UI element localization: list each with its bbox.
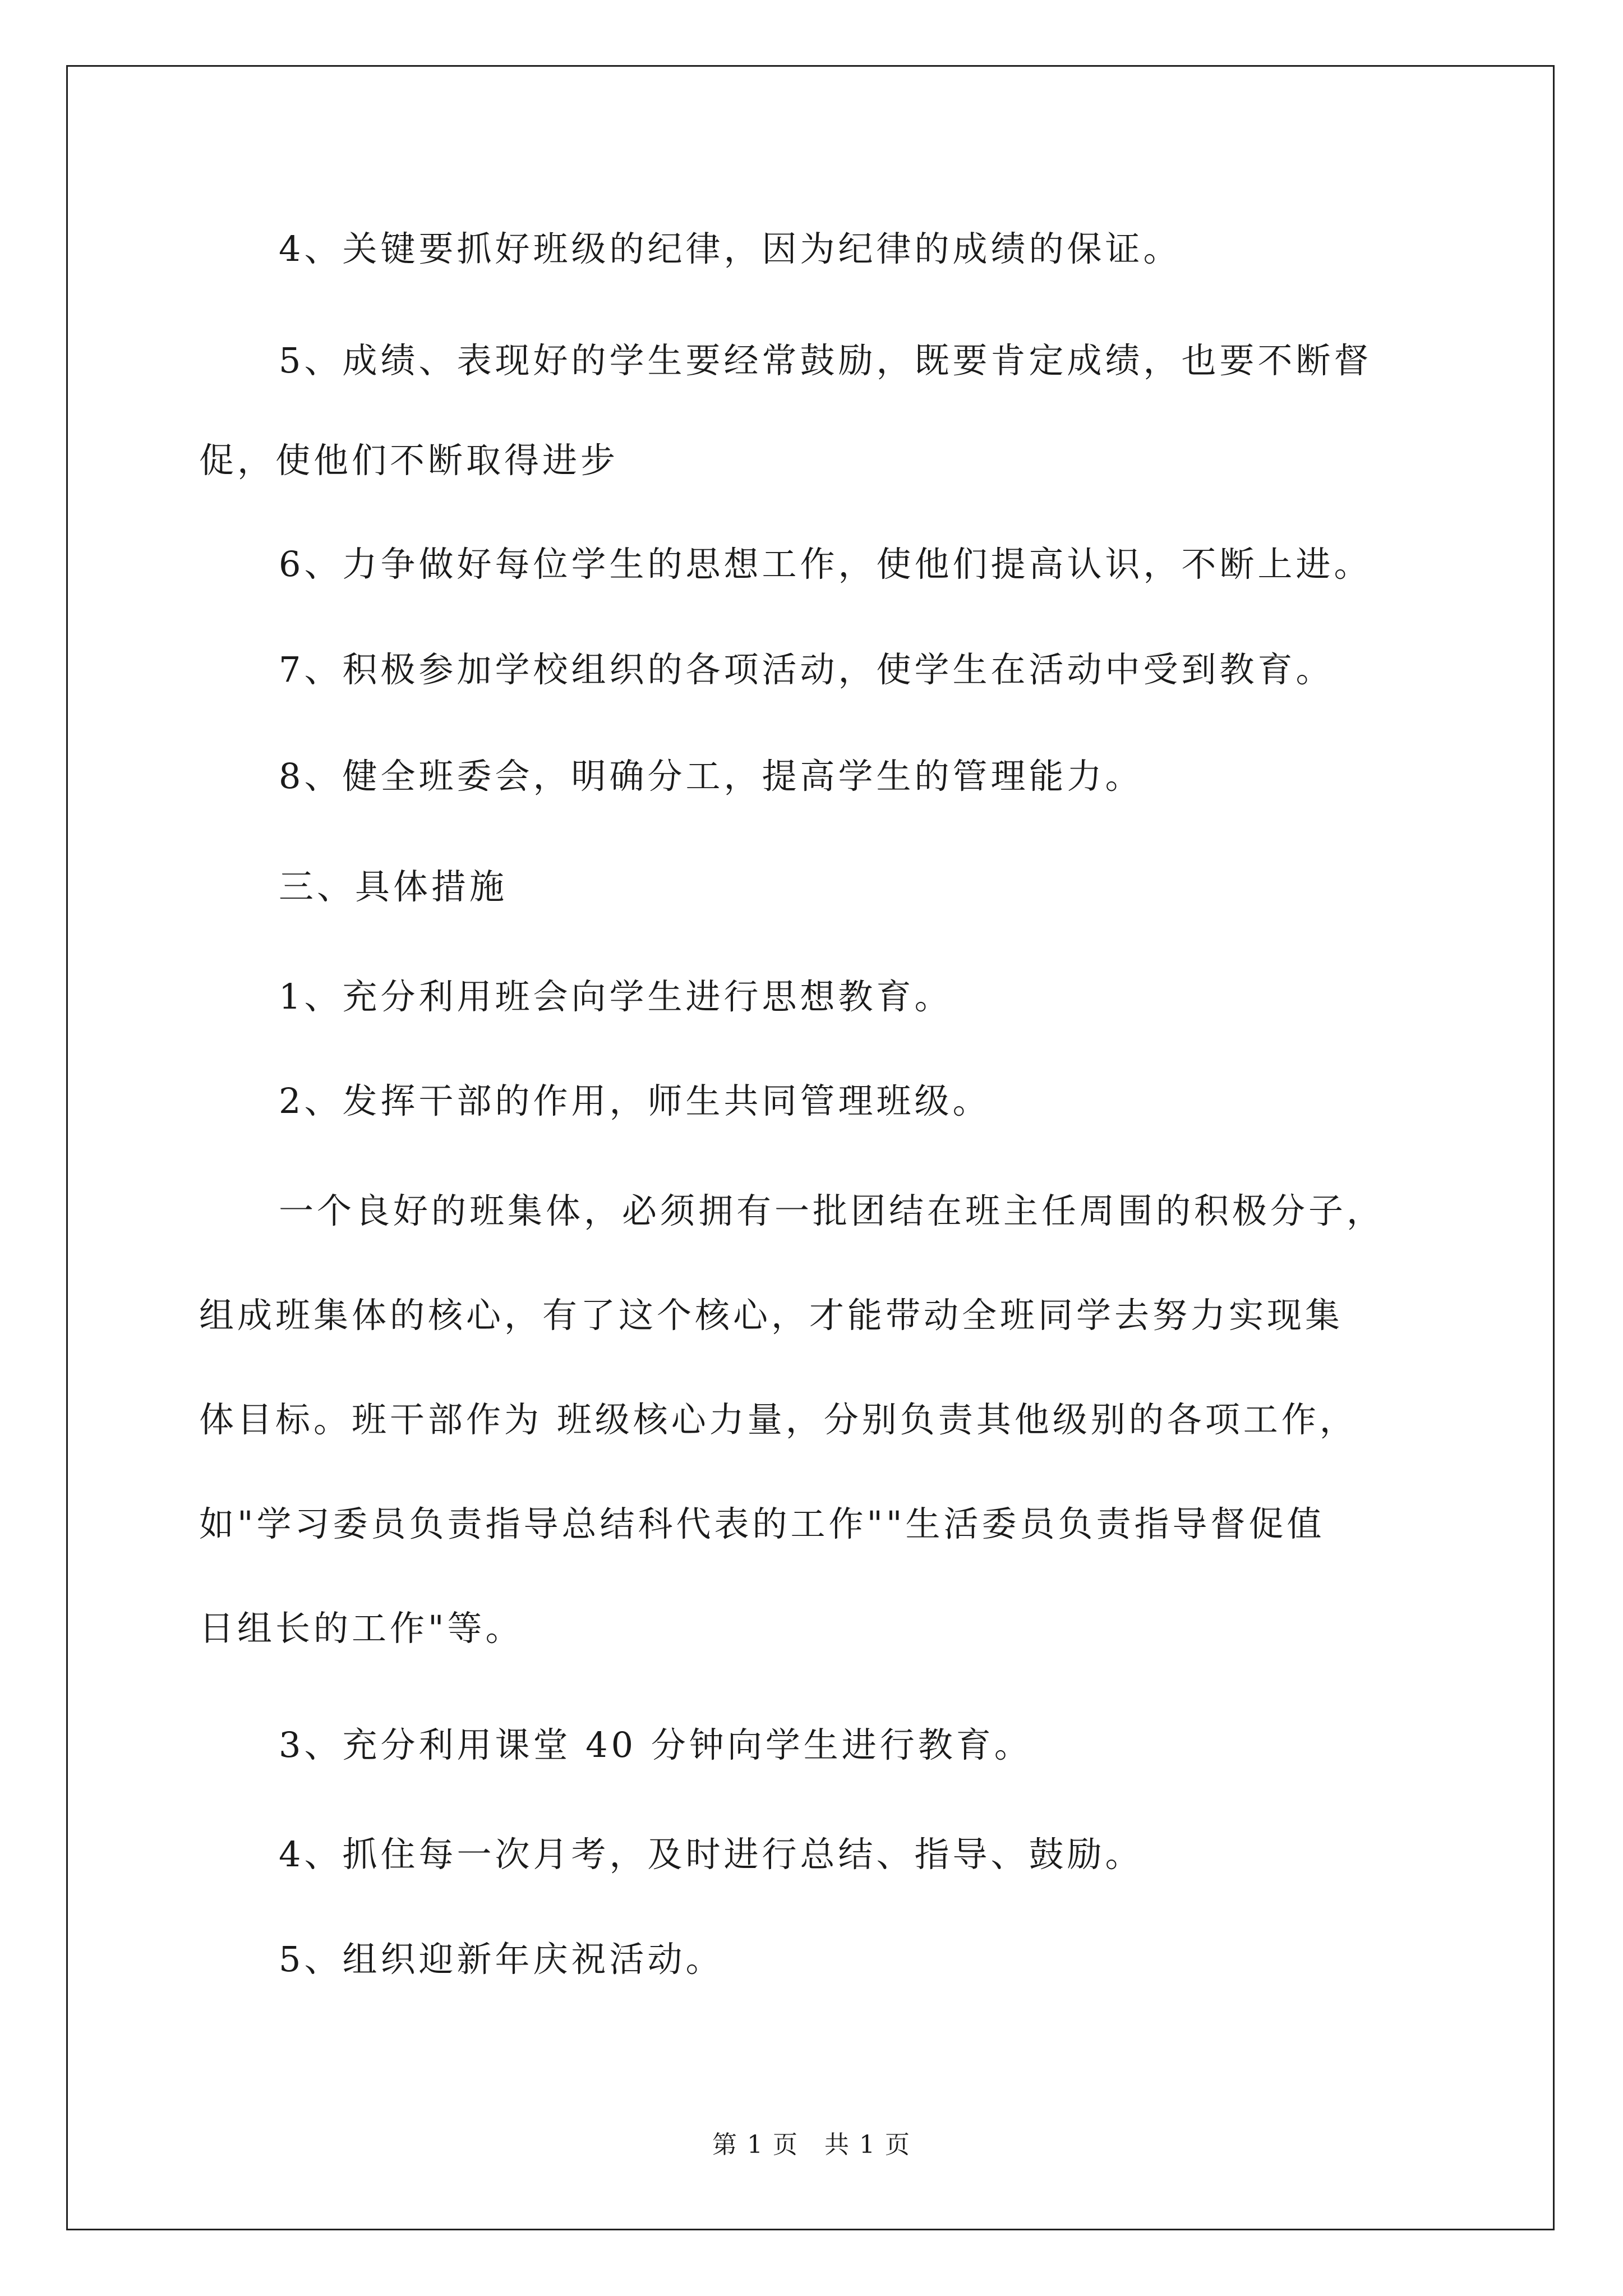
paragraph-line: 一个良好的班集体，必须拥有一批团结在班主任周围的积极分子，	[279, 1190, 1385, 1231]
paragraph-line: 6、力争做好每位学生的思想工作，使他们提高认识，不断上进。	[279, 544, 1372, 585]
paragraph-line: 8、健全班委会，明确分工，提高学生的管理能力。	[279, 756, 1144, 797]
paragraph-line: 2、发挥干部的作用，师生共同管理班级。	[279, 1080, 991, 1121]
paragraph-line: 3、充分利用课堂 40 分钟向学生进行教育。	[279, 1724, 1032, 1765]
paragraph-line: 4、关键要抓好班级的纪律，因为纪律的成绩的保证。	[279, 228, 1182, 269]
page-number: 第 1 页 共 1 页	[712, 2131, 911, 2159]
paragraph-line: 组成班集体的核心，有了这个核心，才能带动全班同学去努力实现集	[199, 1295, 1344, 1336]
paragraph-line: 7、积极参加学校组织的各项活动，使学生在活动中受到教育。	[279, 649, 1334, 690]
paragraph-line: 促，使他们不断取得进步	[199, 440, 619, 481]
paragraph-line: 体目标。班干部作为 班级核心力量，分别负责其他级别的各项工作，	[199, 1399, 1358, 1440]
page-border	[66, 65, 1555, 2230]
paragraph-line: 日组长的工作"等。	[199, 1608, 524, 1649]
section-heading: 三、具体措施	[279, 866, 508, 907]
paragraph-line: 1、充分利用班会向学生进行思想教育。	[279, 976, 953, 1017]
paragraph-line: 4、抓住每一次月考，及时进行总结、指导、鼓励。	[279, 1834, 1144, 1875]
paragraph-line: 5、成绩、表现好的学生要经常鼓励，既要肯定成绩，也要不断督	[279, 340, 1372, 381]
paragraph-line: 如"学习委员负责指导总结科代表的工作""生活委员负责指导督促值	[199, 1503, 1325, 1544]
paragraph-line: 5、组织迎新年庆祝活动。	[279, 1939, 724, 1980]
